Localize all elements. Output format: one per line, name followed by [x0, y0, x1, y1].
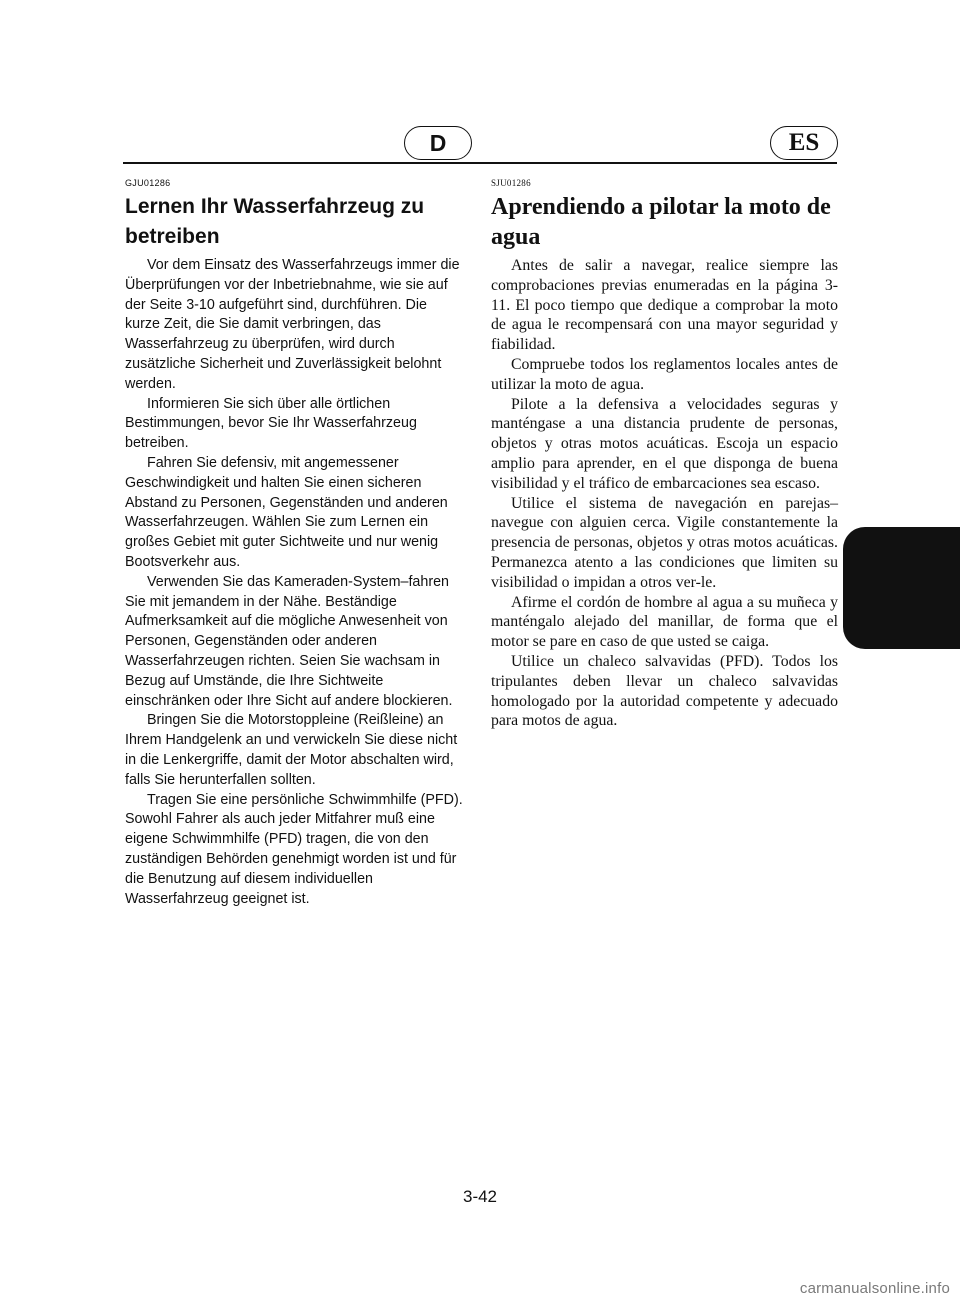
paragraph: Afirme el cordón de hombre al agua a su muñeca y manténgalo alejado del manillar, de forma que el motor se pare en caso de que usted se caiga. [491, 593, 838, 651]
paragraph: Pilote a la defensiva a velocidades seguras y manténgase a una distancia prudente de personas, objetos y otras motos acuáticas. Escoja un espacio amplio para aprender, en el que disponga de buena visibilidad y el tráfico de embarcaciones sea escaso. [491, 395, 838, 492]
paragraph: Informieren Sie sich über alle örtlichen Bestimmungen, bevor Sie Ihr Wasserfahrzeug betreiben. [125, 395, 417, 452]
section-title: Lernen Ihr Wasserfahrzeug zu betreiben [125, 195, 425, 248]
paragraph: Fahren Sie defensiv, mit angemessener Geschwindigkeit und halten Sie einen sicheren Abstand zu Personen, Gegenständen und anderen Wasserfahrzeugen. Wählen Sie zum Lernen ein großes Gebiet mit guter Sichtweite und nur wenig Bootsverkehr aus. [125, 454, 448, 570]
language-badge-german: D [404, 126, 472, 160]
language-badge-spanish: ES [770, 126, 838, 160]
german-column [125, 178, 465, 909]
paragraph: Tragen Sie eine persönliche Schwimmhilfe (PFD). Sowohl Fahrer als auch jeder Mitfahrer muß eine eigene Schwimmhilfe (PFD) tragen, die von den zuständigen Behörden genehmigt worden ist und für die Benutzung auf diesem individuellen Wasserfahrzeug geeignet ist. [125, 791, 463, 907]
watermark: carmanualsonline.info [799, 1280, 950, 1297]
paragraph: Antes de salir a navegar, realice siempre las comprobaciones previas enumeradas en la página 3-11. El poco tiempo que dedique a comprobar la moto de agua le recompensará con una mayor seguridad y fiabilidad. [491, 257, 838, 354]
spanish-column [491, 178, 838, 731]
paragraph: Compruebe todos los reglamentos locales antes de utilizar la moto de agua. [491, 355, 838, 393]
paragraph: Utilice el sistema de navegación en parejas–navegue con alguien cerca. Vigile constantemente la presencia de personas, objetos y otras motos acuáticas. Permanezca atento a las condiciones que limiten su visibilidad o impidan a otros ver-le. [491, 494, 838, 591]
section-body [125, 256, 465, 909]
section-code: SJU01286 [491, 178, 531, 188]
paragraph: Vor dem Einsatz des Wasserfahrzeugs immer die Überprüfungen vor der Inbetriebnahme, wie sie auf der Seite 3-10 aufgeführt sind, durchführen. Die kurze Zeit, die Sie damit verbringen, das Wasserfahrzeug zu überprüfen, wird durch zusätzliche Sicherheit und Zuverlässigkeit belohnt werden. [125, 257, 460, 392]
section-title: Aprendiendo a pilotar la moto de agua [491, 194, 831, 250]
paragraph: Verwenden Sie das Kameraden-System–fahren Sie mit jemandem in der Nähe. Beständige Aufmerksamkeit auf die mögliche Anwesenheit von Personen, Gegenständen oder anderen Wasserfahrzeugen richten. Seien Sie wachsam in Bezug auf Umstände, die Ihre Sichtweite einschränken oder Ihre Sicht auf andere blockieren. [125, 573, 453, 709]
page-number: 3-42 [462, 1187, 498, 1206]
header-divider [123, 162, 837, 164]
paragraph: Bringen Sie die Motorstoppleine (Reißleine) an Ihrem Handgelenk an und verwickeln Sie diese nicht in die Lenkergriffe, damit der Motor abschalten wird, falls Sie herunterfallen sollten. [125, 712, 458, 788]
chapter-tab-marker [843, 527, 960, 649]
section-body [491, 256, 838, 731]
paragraph: Utilice un chaleco salvavidas (PFD). Todos los tripulantes deben llevar un chaleco salvavidas homologado por la autoridad competente y adecuado para motos de agua. [491, 652, 838, 730]
section-code: GJU01286 [125, 178, 171, 188]
